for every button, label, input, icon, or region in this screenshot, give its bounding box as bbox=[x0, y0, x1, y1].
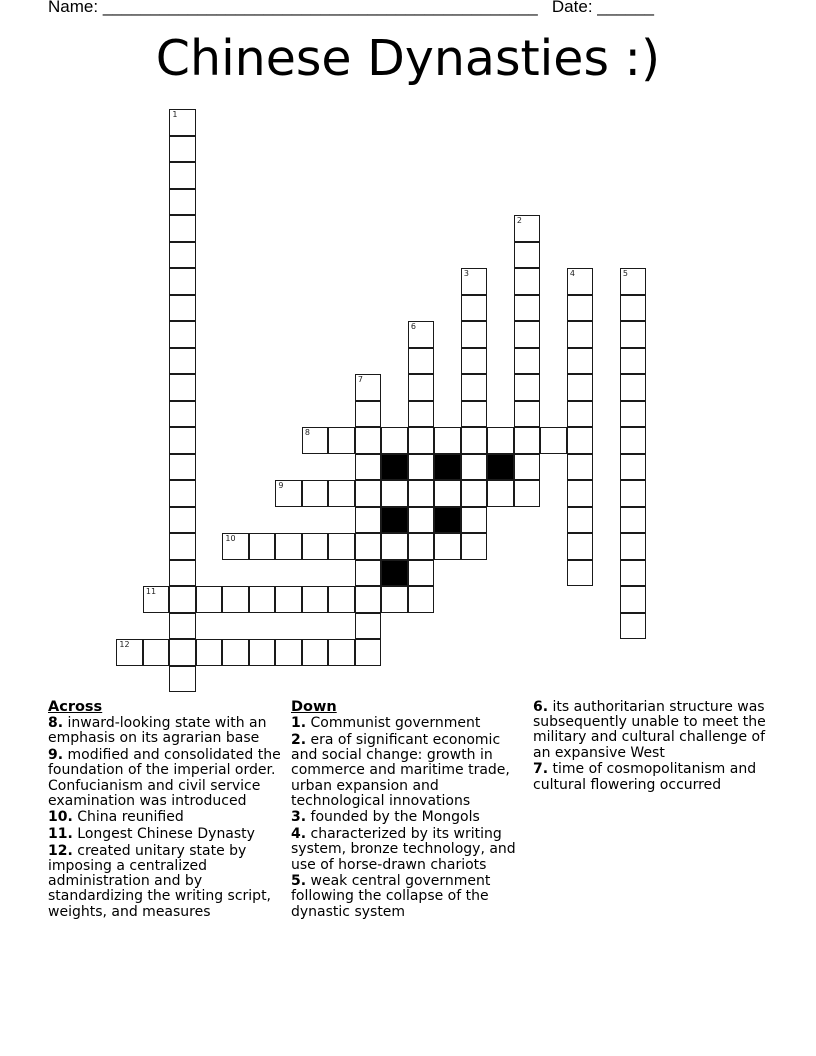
grid-cell[interactable] bbox=[487, 427, 514, 454]
grid-cell[interactable] bbox=[355, 533, 382, 560]
grid-cell[interactable] bbox=[355, 586, 382, 613]
clue-number: 8 bbox=[304, 428, 310, 438]
grid-cell[interactable] bbox=[169, 613, 196, 640]
clue-across-8: 8. inward-looking state with an emphasis on its agrarian base bbox=[48, 715, 267, 747]
grid-cell[interactable] bbox=[302, 480, 329, 507]
clue-across-11: 11. Longest Chinese Dynasty bbox=[48, 826, 255, 843]
grid-cell[interactable] bbox=[328, 639, 355, 666]
grid-cell[interactable] bbox=[169, 586, 196, 613]
grid-cell[interactable] bbox=[328, 427, 355, 454]
grid-cell[interactable] bbox=[408, 586, 435, 613]
grid-cell[interactable] bbox=[620, 586, 647, 613]
grid-cell[interactable] bbox=[169, 401, 196, 428]
grid-cell[interactable] bbox=[514, 454, 541, 481]
grid-cell[interactable] bbox=[328, 533, 355, 560]
grid-cell[interactable] bbox=[620, 480, 647, 507]
grid-cell[interactable] bbox=[620, 374, 647, 401]
grid-cell[interactable] bbox=[275, 586, 302, 613]
grid-cell[interactable] bbox=[275, 533, 302, 560]
clue-number: 5 bbox=[622, 269, 628, 279]
clue-down-7: 7. time of cosmopolitanism and cultural flowering occurred bbox=[533, 761, 757, 793]
grid-cell[interactable] bbox=[461, 533, 488, 560]
grid-cell[interactable] bbox=[620, 560, 647, 587]
clue-down-4: 4. characterized by its writing system, bronze technology, and use of horse-drawn chariots bbox=[291, 826, 516, 873]
clue-number: 12 bbox=[119, 640, 130, 650]
grid-cell[interactable] bbox=[381, 480, 408, 507]
grid-cell[interactable] bbox=[169, 295, 196, 322]
grid-cell[interactable] bbox=[408, 507, 435, 534]
grid-cell[interactable] bbox=[514, 348, 541, 375]
black-cell bbox=[381, 507, 408, 534]
grid-cell[interactable] bbox=[620, 533, 647, 560]
grid-cell[interactable] bbox=[567, 507, 594, 534]
grid-cell[interactable] bbox=[169, 242, 196, 269]
clue-number: 2 bbox=[516, 216, 522, 226]
grid-cell[interactable] bbox=[567, 321, 594, 348]
grid-cell[interactable] bbox=[169, 268, 196, 295]
grid-cell[interactable] bbox=[169, 109, 196, 136]
down-clues bbox=[291, 700, 519, 921]
grid-cell[interactable] bbox=[381, 586, 408, 613]
grid-cell[interactable] bbox=[355, 613, 382, 640]
clue-number: 4 bbox=[569, 269, 575, 279]
grid-cell[interactable] bbox=[169, 639, 196, 666]
grid-cell[interactable] bbox=[514, 401, 541, 428]
clue-number: 9 bbox=[278, 481, 284, 491]
grid-cell[interactable] bbox=[461, 454, 488, 481]
grid-cell[interactable] bbox=[355, 401, 382, 428]
clue-down-2: 2. era of significant economic and social change: growth in commerce and maritime trade, urban expansion and technological innovations bbox=[291, 731, 510, 809]
grid-cell[interactable] bbox=[408, 427, 435, 454]
grid-cell[interactable] bbox=[461, 480, 488, 507]
grid-cell[interactable] bbox=[169, 374, 196, 401]
grid-cell[interactable] bbox=[514, 480, 541, 507]
grid-cell[interactable] bbox=[196, 586, 223, 613]
grid-cell[interactable] bbox=[381, 533, 408, 560]
clue-down-5: 5. weak central government following the collapse of the dynastic system bbox=[291, 873, 491, 920]
grid-cell[interactable] bbox=[355, 639, 382, 666]
grid-cell[interactable] bbox=[328, 586, 355, 613]
grid-cell[interactable] bbox=[169, 507, 196, 534]
grid-cell[interactable] bbox=[169, 136, 196, 163]
grid-cell[interactable] bbox=[408, 560, 435, 587]
name-date-line bbox=[48, 0, 748, 17]
grid-cell[interactable] bbox=[169, 189, 196, 216]
grid-cell[interactable] bbox=[408, 480, 435, 507]
name-label: Name: bbox=[48, 0, 99, 16]
grid-cell[interactable] bbox=[169, 348, 196, 375]
grid-cell[interactable] bbox=[355, 427, 382, 454]
grid-cell[interactable] bbox=[408, 454, 435, 481]
grid-cell[interactable] bbox=[222, 639, 249, 666]
grid-cell[interactable] bbox=[169, 560, 196, 587]
grid-cell[interactable] bbox=[567, 480, 594, 507]
grid-cell[interactable] bbox=[408, 321, 435, 348]
grid-cell[interactable] bbox=[620, 268, 647, 295]
grid-cell[interactable] bbox=[249, 639, 276, 666]
grid-cell[interactable] bbox=[355, 560, 382, 587]
grid-cell[interactable] bbox=[143, 586, 170, 613]
grid-cell[interactable] bbox=[434, 480, 461, 507]
grid-cell[interactable] bbox=[514, 268, 541, 295]
grid-cell[interactable] bbox=[302, 533, 329, 560]
grid-cell[interactable] bbox=[408, 401, 435, 428]
grid-cell[interactable] bbox=[461, 374, 488, 401]
grid-cell[interactable] bbox=[461, 295, 488, 322]
across-clues bbox=[48, 700, 283, 921]
grid-cell[interactable] bbox=[567, 374, 594, 401]
grid-cell[interactable] bbox=[408, 533, 435, 560]
grid-cell[interactable] bbox=[355, 454, 382, 481]
date-field[interactable]: ______ bbox=[597, 0, 655, 16]
grid-cell[interactable] bbox=[620, 454, 647, 481]
black-cell bbox=[487, 454, 514, 481]
grid-cell[interactable] bbox=[461, 348, 488, 375]
black-cell bbox=[381, 560, 408, 587]
grid-cell[interactable] bbox=[169, 533, 196, 560]
grid-cell[interactable] bbox=[567, 348, 594, 375]
grid-cell[interactable] bbox=[169, 480, 196, 507]
grid-cell[interactable] bbox=[169, 215, 196, 242]
clue-down-1: 1. Communist government bbox=[291, 715, 481, 732]
down-clues-continued bbox=[533, 700, 768, 794]
grid-cell[interactable] bbox=[514, 215, 541, 242]
grid-cell[interactable] bbox=[567, 454, 594, 481]
grid-cell[interactable] bbox=[461, 321, 488, 348]
grid-cell[interactable] bbox=[620, 613, 647, 640]
grid-cell[interactable] bbox=[275, 480, 302, 507]
grid-cell[interactable] bbox=[514, 295, 541, 322]
grid-cell[interactable] bbox=[620, 507, 647, 534]
grid-cell[interactable] bbox=[620, 295, 647, 322]
grid-cell[interactable] bbox=[514, 374, 541, 401]
grid-cell[interactable] bbox=[302, 427, 329, 454]
grid-cell[interactable] bbox=[302, 639, 329, 666]
grid-cell[interactable] bbox=[302, 586, 329, 613]
clue-number: 6 bbox=[410, 322, 416, 332]
grid-cell[interactable] bbox=[567, 268, 594, 295]
clue-number: 3 bbox=[463, 269, 469, 279]
black-cell bbox=[434, 507, 461, 534]
grid-cell[interactable] bbox=[461, 427, 488, 454]
grid-cell[interactable] bbox=[169, 427, 196, 454]
grid-cell[interactable] bbox=[461, 401, 488, 428]
clue-number: 10 bbox=[225, 534, 236, 544]
grid-cell[interactable] bbox=[567, 401, 594, 428]
black-cell bbox=[381, 454, 408, 481]
grid-cell[interactable] bbox=[169, 162, 196, 189]
grid-cell[interactable] bbox=[249, 586, 276, 613]
grid-cell[interactable] bbox=[434, 533, 461, 560]
grid-cell[interactable] bbox=[461, 507, 488, 534]
grid-cell[interactable] bbox=[540, 427, 567, 454]
grid-cell[interactable] bbox=[143, 639, 170, 666]
grid-cell[interactable] bbox=[275, 639, 302, 666]
grid-cell[interactable] bbox=[249, 533, 276, 560]
grid-cell[interactable] bbox=[514, 242, 541, 269]
grid-cell[interactable] bbox=[328, 480, 355, 507]
clue-across-10: 10. China reunified bbox=[48, 809, 184, 826]
grid-cell[interactable] bbox=[567, 533, 594, 560]
clue-number: 11 bbox=[145, 587, 157, 597]
grid-cell[interactable] bbox=[620, 348, 647, 375]
grid-cell[interactable] bbox=[381, 427, 408, 454]
grid-cell[interactable] bbox=[514, 427, 541, 454]
name-field[interactable]: ______________________________________________ bbox=[102, 0, 538, 16]
grid-cell[interactable] bbox=[222, 586, 249, 613]
page-title: Chinese Dynasties :) bbox=[155, 30, 661, 87]
grid-cell[interactable] bbox=[196, 639, 223, 666]
grid-cell[interactable] bbox=[620, 401, 647, 428]
grid-cell[interactable] bbox=[169, 454, 196, 481]
down-heading: Down bbox=[291, 699, 337, 715]
grid-cell[interactable] bbox=[116, 639, 143, 666]
grid-cell[interactable] bbox=[567, 560, 594, 587]
grid-cell[interactable] bbox=[408, 348, 435, 375]
grid-cell[interactable] bbox=[567, 295, 594, 322]
grid-cell[interactable] bbox=[169, 666, 196, 693]
black-cell bbox=[434, 454, 461, 481]
grid-cell[interactable] bbox=[169, 321, 196, 348]
clue-number: 1 bbox=[172, 110, 178, 120]
grid-cell[interactable] bbox=[355, 480, 382, 507]
clue-across-9: 9. modified and consolidated the foundation of the imperial order. Confucianism and civil service examination was introduced bbox=[48, 747, 281, 809]
grid-cell[interactable] bbox=[567, 427, 594, 454]
grid-cell[interactable] bbox=[461, 268, 488, 295]
grid-cell[interactable] bbox=[222, 533, 249, 560]
clue-number: 7 bbox=[357, 375, 363, 385]
grid-cell[interactable] bbox=[408, 374, 435, 401]
grid-cell[interactable] bbox=[355, 374, 382, 401]
clue-across-12: 12. created unitary state by imposing a centralized administration and by standardizing the writing script, weights, and measures bbox=[48, 842, 272, 920]
grid-cell[interactable] bbox=[434, 427, 461, 454]
grid-cell[interactable] bbox=[487, 480, 514, 507]
across-heading: Across bbox=[48, 699, 103, 715]
date-label: Date: bbox=[551, 0, 593, 16]
clue-down-3: 3. founded by the Mongols bbox=[291, 809, 480, 826]
grid-cell[interactable] bbox=[620, 427, 647, 454]
clue-down-6: 6. its authoritarian structure was subsequently unable to meet the military and cultural challenge of an expansive West bbox=[533, 699, 766, 761]
grid-cell[interactable] bbox=[620, 321, 647, 348]
grid-cell[interactable] bbox=[514, 321, 541, 348]
grid-cell[interactable] bbox=[355, 507, 382, 534]
